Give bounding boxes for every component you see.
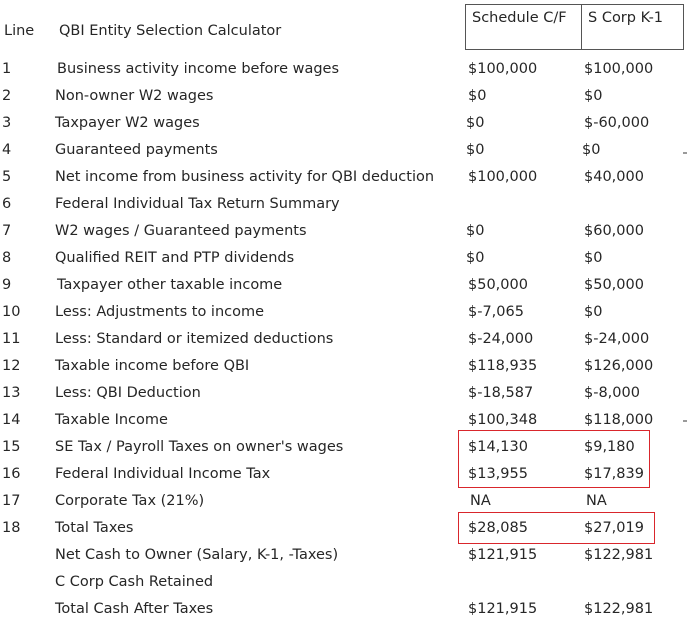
schedule-cf-value: $0: [468, 88, 487, 104]
s-corp-k1-value: $126,000: [584, 358, 654, 374]
schedule-cf-value: $14,130: [468, 439, 528, 455]
schedule-cf-value: $0: [466, 115, 485, 131]
right-edge-divider: [683, 420, 687, 422]
schedule-cf-value: NA: [470, 493, 491, 509]
schedule-cf-value: $-7,065: [468, 304, 524, 320]
s-corp-k1-value: $122,981: [584, 601, 654, 617]
s-corp-k1-value: $-8,000: [584, 385, 640, 401]
row-line-number: 11: [2, 331, 21, 347]
s-corp-k1-value: $0: [584, 250, 603, 266]
schedule-cf-value: $0: [466, 250, 485, 266]
row-line-number: 7: [2, 223, 12, 239]
line-column-header: Line: [4, 23, 35, 39]
total-taxes-highlight-box: [458, 512, 655, 544]
s-corp-k1-value: $0: [584, 304, 603, 320]
row-line-number: 6: [2, 196, 12, 212]
row-label: Taxable Income: [55, 412, 168, 428]
s-corp-k1-column-header: [581, 4, 684, 50]
s-corp-k1-value: $0: [582, 142, 601, 158]
schedule-cf-value: $100,000: [468, 169, 538, 185]
schedule-cf-value: $13,955: [468, 466, 528, 482]
row-line-number: 9: [2, 277, 12, 293]
row-line-number: 8: [2, 250, 12, 266]
row-line-number: 2: [2, 88, 12, 104]
row-label: Total Taxes: [55, 520, 134, 536]
s-corp-k1-value: $-60,000: [584, 115, 650, 131]
s-corp-k1-value: $9,180: [584, 439, 635, 455]
row-label: C Corp Cash Retained: [55, 574, 214, 590]
schedule-cf-value: $100,000: [468, 61, 538, 77]
row-line-number: 5: [2, 169, 12, 185]
schedule-cf-column-header: [465, 4, 582, 50]
row-label: Net Cash to Owner (Salary, K-1, -Taxes): [55, 547, 339, 563]
s-corp-k1-value: NA: [586, 493, 607, 509]
row-label: Taxpayer W2 wages: [55, 115, 200, 131]
row-label: Less: Standard or itemized deductions: [55, 331, 334, 347]
schedule-cf-value: $121,915: [468, 601, 538, 617]
schedule-cf-value: $118,935: [468, 358, 538, 374]
row-line-number: 16: [2, 466, 21, 482]
s-corp-k1-value: $122,981: [584, 547, 654, 563]
s-corp-k1-value: $100,000: [584, 61, 654, 77]
schedule-cf-value: $0: [466, 142, 485, 158]
row-label: Taxpayer other taxable income: [57, 277, 283, 293]
row-label: Less: Adjustments to income: [55, 304, 265, 320]
row-label: Taxable income before QBI: [55, 358, 250, 374]
section-heading: Federal Individual Tax Return Summary: [55, 196, 340, 212]
s-corp-k1-value: $27,019: [584, 520, 644, 536]
row-label: Federal Individual Income Tax: [55, 466, 271, 482]
row-label: Total Cash After Taxes: [55, 601, 214, 617]
row-line-number: 15: [2, 439, 21, 455]
row-label: Non-owner W2 wages: [55, 88, 214, 104]
s-corp-k1-value: $118,000: [584, 412, 654, 428]
s-corp-k1-value: $50,000: [584, 277, 644, 293]
row-label: SE Tax / Payroll Taxes on owner's wages: [55, 439, 344, 455]
s-corp-k1-value: $40,000: [584, 169, 644, 185]
row-line-number: 4: [2, 142, 12, 158]
taxes-highlight-box: [458, 430, 650, 488]
schedule-cf-value: $-18,587: [468, 385, 534, 401]
row-label: Net income from business activity for QBI deduction: [55, 169, 435, 185]
calculator-title: QBI Entity Selection Calculator: [59, 23, 282, 39]
s-corp-k1-header-label: S Corp K-1: [588, 10, 664, 26]
right-edge-divider: [683, 152, 687, 154]
row-line-number: 18: [2, 520, 21, 536]
row-label: Guaranteed payments: [55, 142, 218, 158]
row-line-number: 13: [2, 385, 21, 401]
row-line-number: 17: [2, 493, 21, 509]
schedule-cf-value: $-24,000: [468, 331, 534, 347]
schedule-cf-value: $28,085: [468, 520, 528, 536]
schedule-cf-value: $50,000: [468, 277, 528, 293]
schedule-cf-header-label: Schedule C/F: [472, 10, 567, 26]
s-corp-k1-value: $0: [584, 88, 603, 104]
row-line-number: 14: [2, 412, 21, 428]
schedule-cf-value: $121,915: [468, 547, 538, 563]
schedule-cf-value: $0: [466, 223, 485, 239]
row-line-number: 1: [2, 61, 12, 77]
schedule-cf-value: $100,348: [468, 412, 538, 428]
row-label: Qualified REIT and PTP dividends: [55, 250, 295, 266]
row-label: Business activity income before wages: [57, 61, 340, 77]
s-corp-k1-value: $-24,000: [584, 331, 650, 347]
row-label: Corporate Tax (21%): [55, 493, 205, 509]
row-label: Less: QBI Deduction: [55, 385, 201, 401]
row-label: W2 wages / Guaranteed payments: [55, 223, 307, 239]
row-line-number: 3: [2, 115, 12, 131]
row-line-number: 12: [2, 358, 21, 374]
s-corp-k1-value: $17,839: [584, 466, 644, 482]
row-line-number: 10: [2, 304, 21, 320]
s-corp-k1-value: $60,000: [584, 223, 644, 239]
